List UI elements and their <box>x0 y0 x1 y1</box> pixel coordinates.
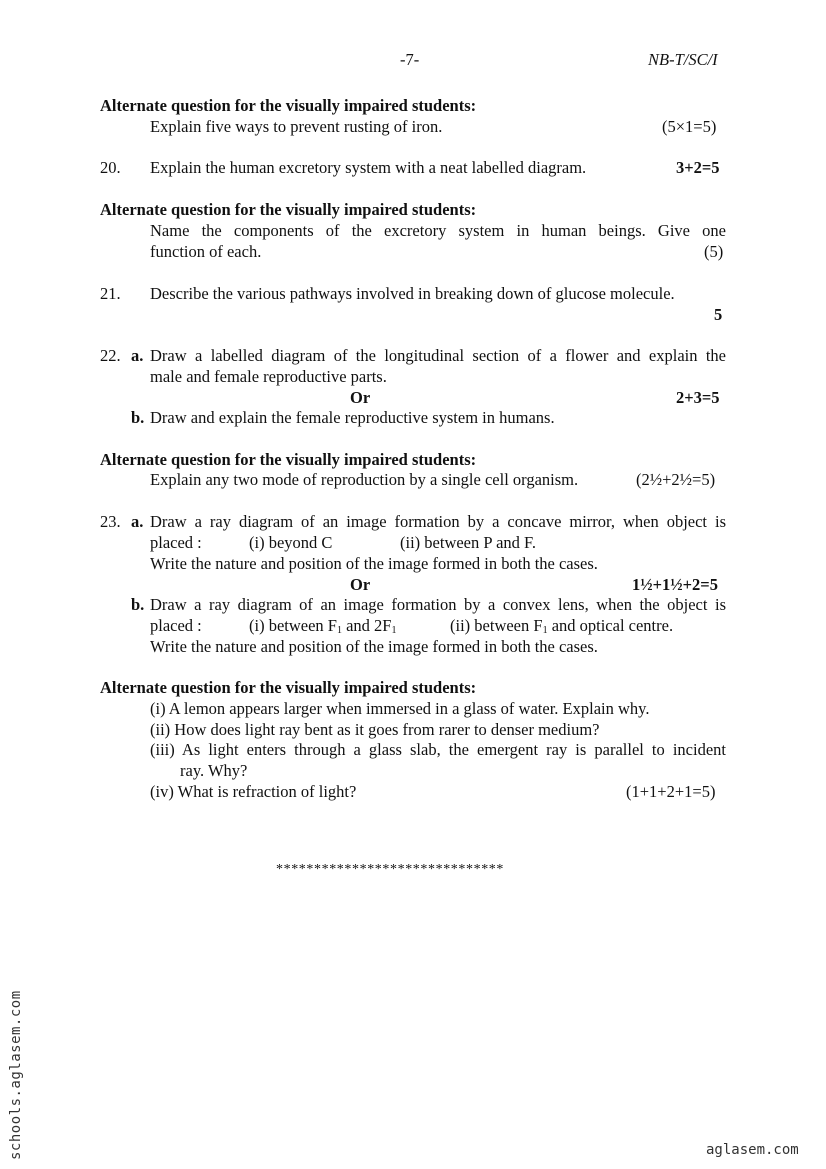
alt2-marks: (5) <box>704 242 724 261</box>
alt1-text: Explain five ways to prevent rusting of iron. <box>150 117 443 136</box>
alt2-line2: function of each. <box>150 242 262 261</box>
q23b-line3: Write the nature and position of the image formed in both the cases. <box>150 637 598 656</box>
q23b-option-2: (ii) between $F_1$ and optical centre. <box>450 616 674 636</box>
q22b-label: b. <box>131 408 145 427</box>
q23-or: Or <box>350 575 371 594</box>
alt-heading-1: Alternate question for the visually impaired students: <box>100 96 477 115</box>
q22-marks: 2+3=5 <box>676 388 720 407</box>
alt4-item-ii: (ii) How does light ray bent as it goes from rarer to denser medium? <box>150 720 600 739</box>
q23-number: 23. <box>100 512 121 531</box>
alt4-item-iii-line2: ray. Why? <box>180 761 248 780</box>
alt1-marks: (5×1=5) <box>662 117 717 136</box>
q22-or: Or <box>350 388 371 407</box>
q23b-label: b. <box>131 595 145 614</box>
alt-heading-4: Alternate question for the visually impaired students: <box>100 678 477 697</box>
q22a-label: a. <box>131 346 144 365</box>
alt4-item-i: (i) A lemon appears larger when immersed in a glass of water. Explain why. <box>150 699 650 718</box>
q20-marks: 3+2=5 <box>676 158 720 177</box>
page-number: -7- <box>400 50 420 69</box>
q23a-label: a. <box>131 512 144 531</box>
q21-text: Describe the various pathways involved in breaking down of glucose molecule. <box>150 284 675 303</box>
q23-marks: 1½+1½+2=5 <box>632 575 718 594</box>
q23b-placed: placed : <box>150 616 202 635</box>
q21-marks: 5 <box>714 305 723 324</box>
alt-heading-3: Alternate question for the visually impaired students: <box>100 450 477 469</box>
q20-number: 20. <box>100 158 121 177</box>
alt4-item-iv: (iv) What is refraction of light? <box>150 782 357 801</box>
q22-number: 22. <box>100 346 121 365</box>
q23a-option-2: (ii) between P and F. <box>400 533 536 552</box>
side-watermark: schools.aglasem.com <box>8 990 24 1160</box>
alt4-item-iii-line1: (iii) As light enters through a glass slab, the emergent ray is parallel to incident <box>150 740 726 759</box>
end-marker: ****************************** <box>276 862 504 877</box>
q23b-option-1: (i) between $F_1$ and $2F_1$ <box>249 616 397 636</box>
q23b-line1: Draw a ray diagram of an image formation by a convex lens, when the object is <box>150 595 726 614</box>
alt2-line1: Name the components of the excretory system in human beings. Give one <box>150 221 726 240</box>
q23a-line3: Write the nature and position of the image formed in both the cases. <box>150 554 598 573</box>
alt3-text: Explain any two mode of reproduction by a single cell organism. <box>150 470 579 489</box>
q23a-option-1: (i) beyond C <box>249 533 333 552</box>
q23a-placed: placed : <box>150 533 202 552</box>
footer-watermark: aglasem.com <box>706 1142 799 1158</box>
q20-text: Explain the human excretory system with a neat labelled diagram. <box>150 158 587 177</box>
alt4-marks: (1+1+2+1=5) <box>626 782 716 801</box>
alt3-marks: (2½+2½=5) <box>636 470 716 489</box>
q22a-line1: Draw a labelled diagram of the longitudinal section of a flower and explain the <box>150 346 726 365</box>
alt-heading-2: Alternate question for the visually impaired students: <box>100 200 477 219</box>
q22b-text: Draw and explain the female reproductive system in humans. <box>150 408 555 427</box>
q23a-line1: Draw a ray diagram of an image formation by a concave mirror, when object is <box>150 512 726 531</box>
q21-number: 21. <box>100 284 121 303</box>
paper-code: NB-T/SC/I <box>648 50 718 69</box>
q22a-line2: male and female reproductive parts. <box>150 367 387 386</box>
